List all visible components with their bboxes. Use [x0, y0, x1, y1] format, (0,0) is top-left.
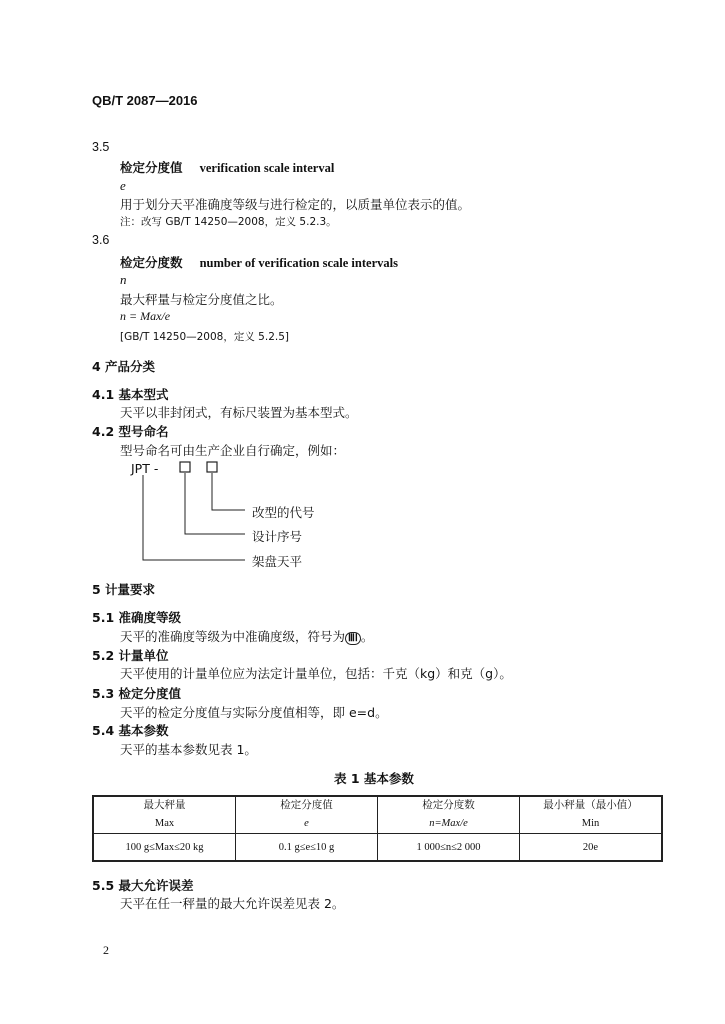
- clause-5-1-text: [120, 627, 373, 645]
- definition-text: 最大秤量与检定分度值之比。: [120, 292, 283, 307]
- clause-5-3-title: 5.3 检定分度值: [92, 686, 181, 701]
- header-cell: [236, 796, 378, 834]
- note-text: 注：改写 GB/T 14250—2008，定义 5.2.3。: [120, 216, 337, 228]
- term-en: number of verification scale intervals: [199, 256, 398, 270]
- label-revision: 改型的代号: [252, 505, 315, 520]
- term-en: verification scale interval: [199, 161, 335, 175]
- term-zh: 检定分度值: [120, 160, 183, 175]
- section-5-title: 5 计量要求: [92, 582, 156, 597]
- header-sym: n=Max/e: [429, 818, 468, 829]
- standard-number: QB/T 2087—2016: [92, 93, 198, 108]
- clause-3-6-number: 3.6: [92, 233, 110, 247]
- header-zh: 最小秤量（最小值）: [543, 800, 638, 811]
- header-zh: 检定分度数: [422, 800, 475, 811]
- basic-parameters-table: [92, 795, 663, 862]
- table-cell: 0.1 g≤e≤10 g: [236, 834, 378, 862]
- accuracy-end: 。: [360, 629, 374, 644]
- table-header-row: [93, 796, 662, 834]
- label-design: 设计序号: [252, 529, 303, 544]
- header-cell: [520, 796, 663, 834]
- table-caption: 表 1 基本参数: [334, 771, 414, 786]
- accuracy-class-symbol: ⅢⅠ: [345, 632, 361, 645]
- clause-5-3-text: 天平的检定分度值与实际分度值相等，即 e=d。: [120, 705, 388, 720]
- leader-design: [185, 473, 245, 534]
- label-type: 架盘天平: [252, 554, 303, 569]
- clause-4-1-text: 天平以非封闭式，有标尺装置为基本型式。: [120, 405, 358, 420]
- model-box-2: [207, 462, 217, 472]
- clause-4-2-title: 4.2 型号命名: [92, 424, 169, 439]
- clause-5-5-title: 5.5 最大允许误差: [92, 878, 194, 893]
- header-sym: Min: [581, 818, 600, 829]
- header-cell: [93, 796, 236, 834]
- header-zh: 最大秤量: [143, 800, 186, 811]
- header-cell: [378, 796, 520, 834]
- clause-5-4-text: 天平的基本参数见表 1。: [120, 742, 257, 757]
- table-cell: 1 000≤n≤2 000: [378, 834, 520, 862]
- clause-5-2-text: 天平使用的计量单位应为法定计量单位，包括：千克（kg）和克（g）。: [120, 666, 512, 681]
- header-zh: 检定分度值: [280, 800, 333, 811]
- header-sym: e: [304, 818, 309, 829]
- clause-5-4-title: 5.4 基本参数: [92, 723, 169, 738]
- term-zh: 检定分度数: [120, 255, 183, 270]
- clause-5-5-text: 天平在任一秤量的最大允许误差见表 2。: [120, 896, 345, 911]
- source-text: [GB/T 14250—2008，定义 5.2.5]: [120, 331, 289, 343]
- accuracy-text: 天平的准确度等级为中准确度级，符号为: [120, 629, 346, 644]
- table-cell: 20e: [520, 834, 663, 862]
- section-4-title: 4 产品分类: [92, 359, 156, 374]
- clause-5-1-title: 5.1 准确度等级: [92, 610, 181, 625]
- table-row: [93, 834, 662, 862]
- definition-text: 用于划分天平准确度等级与进行检定的，以质量单位表示的值。: [120, 197, 471, 212]
- leader-type: [143, 475, 245, 560]
- header-sym: Max: [154, 818, 175, 829]
- page-number: 2: [103, 943, 109, 957]
- clause-4-1-title: 4.1 基本型式: [92, 387, 169, 402]
- model-box-1: [180, 462, 190, 472]
- term-symbol: n: [120, 272, 127, 287]
- formula-text: n = Max/e: [120, 309, 171, 323]
- clause-5-2-title: 5.2 计量单位: [92, 648, 169, 663]
- clause-4-2-text: 型号命名可由生产企业自行确定，例如：: [120, 443, 346, 458]
- table-cell: 100 g≤Max≤20 kg: [93, 834, 236, 862]
- model-prefix: JPT -: [131, 461, 159, 476]
- clause-3-5-number: 3.5: [92, 140, 110, 154]
- term-symbol: e: [120, 178, 126, 193]
- leader-revision: [212, 473, 245, 510]
